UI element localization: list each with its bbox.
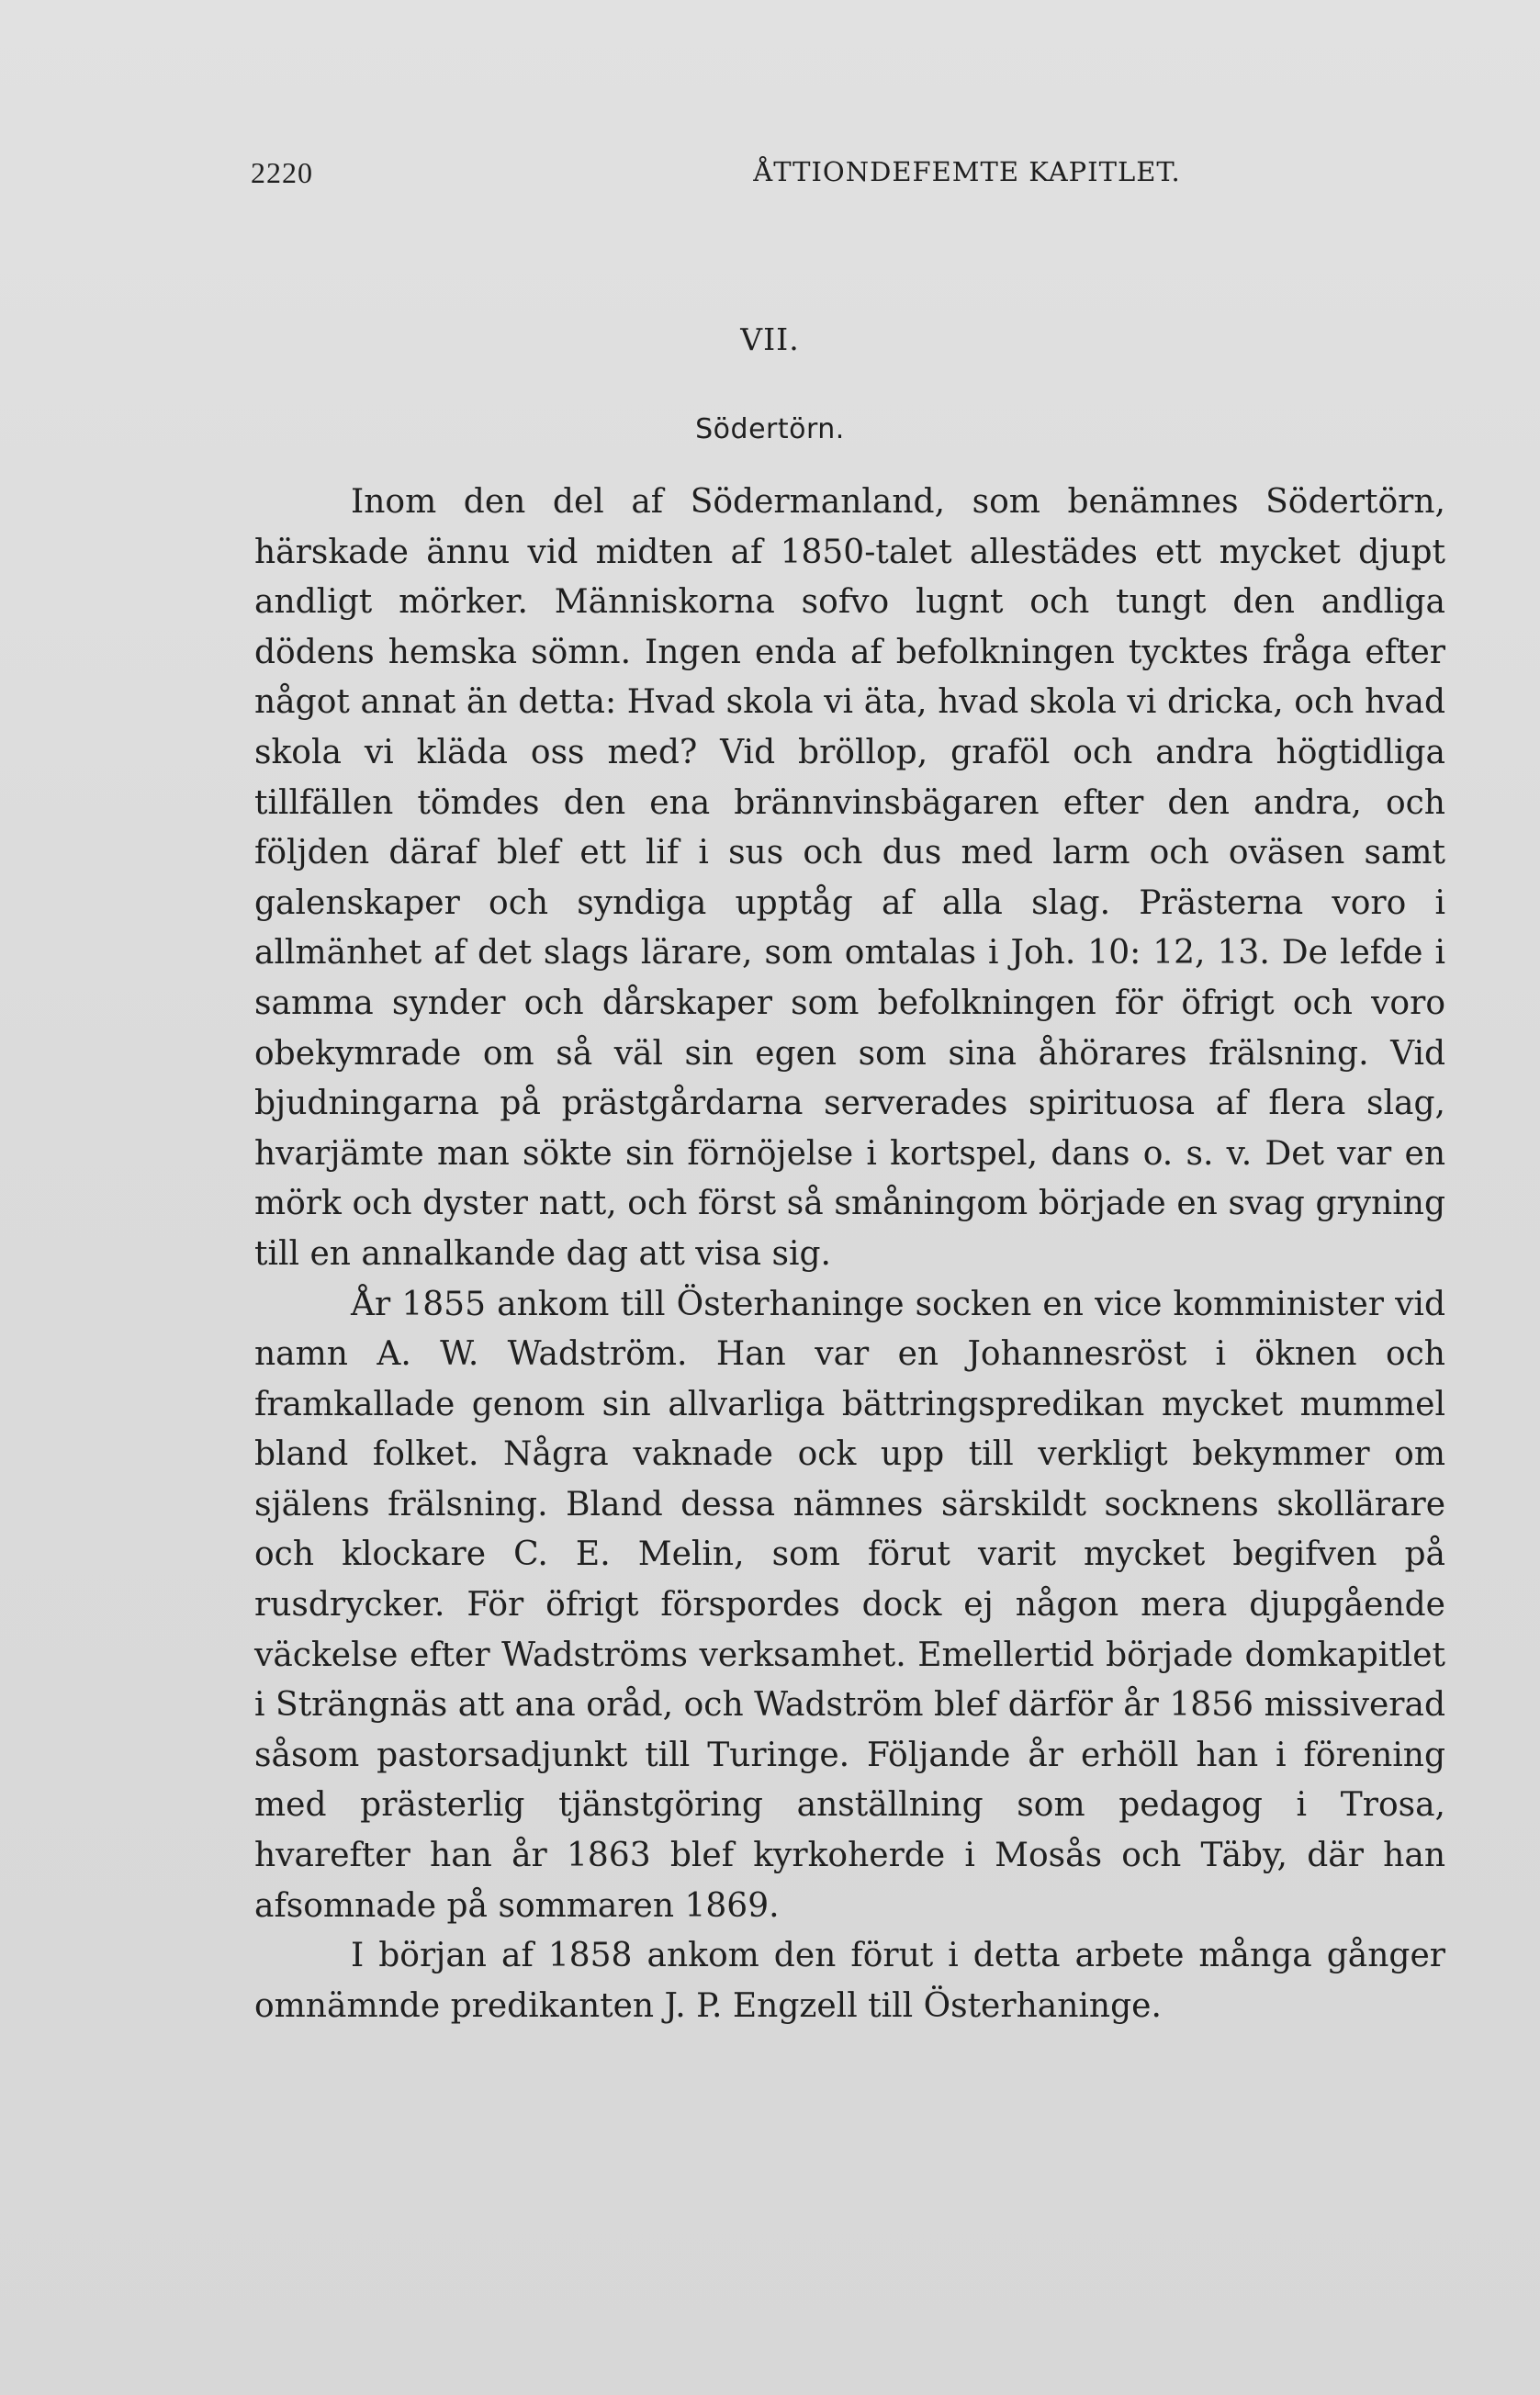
paragraph-text: År 1855 ankom till Österhaninge socken en vice komminister vid namn A. W. Wadström. Han var en Johannesröst i öknen och framkallade genom sin allvarliga bättringspredikan mycket mummel bland folket. Några vaknade ock upp till verkligt bekymmer om själens frälsning. Bland dessa nämnes särskildt socknens skollärare och klockare C. E. Melin, som förut varit mycket begifven på rusdrycker. För öfrigt förspordes dock ej någon mera djupgående väckelse efter Wadströms verksamhet. Emellertid började domkapitlet i Strängnäs att ana oråd, och Wadström blef därför år 1856 missiverad såsom pastorsadjunkt till Turinge. Följande år erhöll han i förening med prästerlig tjänstgöring anställning som pedagog i Trosa, hvarefter han år 1863 blef kyrkoherde i Mosås och Täby, där han afsomnade på sommaren 1869. (254, 1285, 1445, 1925)
chapter-title: ÅTTIONDEFEMTE KAPITLET. (753, 156, 1181, 187)
section-number: VII. (740, 321, 800, 357)
paragraph-1 (254, 478, 1445, 1280)
paragraph-3 (254, 1931, 1445, 2031)
paragraph-text: I början af 1858 ankom den förut i detta arbete många gånger omnämnde predikanten J. P. Engzell till Österhaninge. (254, 1937, 1445, 2025)
running-head (251, 156, 1444, 202)
body-text (254, 478, 1445, 2031)
paragraph-2 (254, 1280, 1445, 1932)
section-title: Södertörn. (695, 413, 845, 445)
page-number: 2220 (251, 156, 313, 189)
paragraph-text: Inom den del af Södermanland, som benämnes Södertörn, härskade ännu vid midten af 1850-talet allestädes ett mycket djupt andligt mörker. Människorna sofvo lugnt och tungt den andliga dödens hemska sömn. Ingen enda af befolkningen tycktes fråga efter något annat än detta: Hvad skola vi äta, hvad skola vi dricka, och hvad skola vi kläda oss med? Vid bröllop, graföl och andra högtidliga tillfällen tömdes den ena brännvinsbägaren efter den andra, och följden däraf blef ett lif i sus och dus med larm och oväsen samt galenskaper och syndiga upptåg af alla slag. Prästerna voro i allmänhet af det slags lärare, som omtalas i Joh. 10: 12, 13. De lefde i samma synder och dårskaper som befolkningen för öfrigt och voro obekymrade om så väl sin egen som sina åhörares frälsning. Vid bjudningarna på prästgårdarna serverades spirituosa af flera slag, hvarjämte man sökte sin förnöjelse i kortspel, dans o. s. v. Det var en mörk och dyster natt, och först så småningom började en svag gryning till en annalkande dag att visa sig. (254, 483, 1445, 1273)
